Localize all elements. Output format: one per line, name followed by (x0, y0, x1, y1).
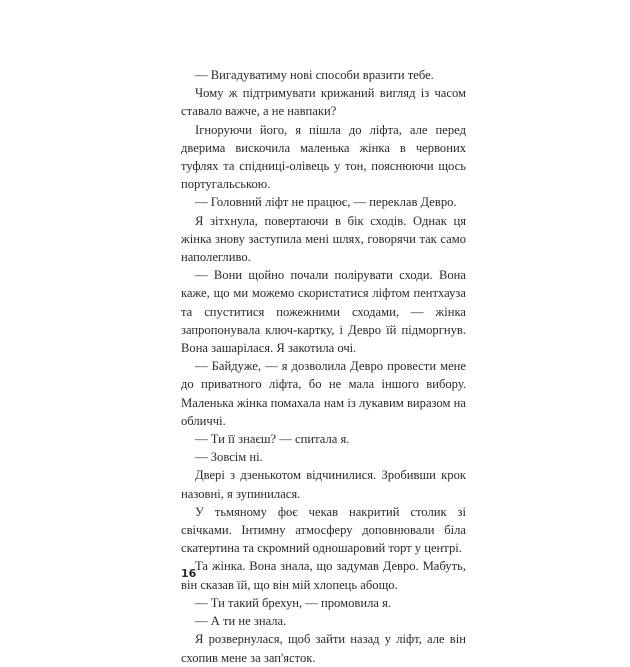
paragraph: Та жінка. Вона знала, що задумав Девро. Мабуть, він сказав їй, що він мій хлопець абощо. (181, 559, 466, 592)
paragraph: — Ти такий брехун, — промовила я. (195, 595, 392, 610)
paragraph: — Зовсім ні. (195, 450, 263, 465)
paragraph: Чому ж підтримувати крижаний вигляд із часом ставало важче, а не навпаки? (181, 86, 466, 119)
paragraph: — Байдуже, — я дозволила Девро провести мене до приватного ліфта, бо не мала іншого вибору. Маленька жінка помахала нам із лукавим виразом на обличчі. (181, 359, 466, 428)
paragraph: Ігноруючи його, я пішла до ліфта, але перед дверима вискочила маленька жінка в червоних туфлях та спідниці-олівець у тон, пояснюючи щось португальською. (181, 122, 466, 192)
paragraph: — Вигадуватиму нові способи вразити тебе. (195, 68, 434, 82)
page-number: 16 (181, 567, 197, 580)
paragraph: — Головний ліфт не працює, — переклав Девро. (195, 195, 457, 210)
paragraph: — А ти не знала. (195, 614, 287, 629)
paragraph: — Вони щойно почали полірувати сходи. Вона каже, що ми можемо скористатися ліфтом пентхауза та спуститися пожежними сходами, — жінка запропонувала ключ-картку, і Девро їй підморгнув. Вона зашарілася. Я закотила очі. (181, 268, 466, 356)
paragraph: — Ти її знаєш? — спитала я. (195, 432, 350, 447)
book-page-text (181, 66, 466, 667)
paragraph: У тьмяному фоє чекав накритий столик зі свічками. Інтимну атмосферу доповнювали біла скатертина та скромний одношаровий торт у центрі. (181, 504, 466, 556)
paragraph: Двері з дзенькотом відчинилися. Зробивши крок назовні, я зупинилася. (181, 468, 466, 501)
paragraph: Я зітхнула, повертаючи в бік сходів. Однак ця жінка знову заступила мені шлях, говорячи так само наполегливо. (181, 213, 466, 265)
paragraph: Я розвернулася, щоб зайти назад у ліфт, але він схопив мене за зап'ясток. (181, 632, 466, 665)
